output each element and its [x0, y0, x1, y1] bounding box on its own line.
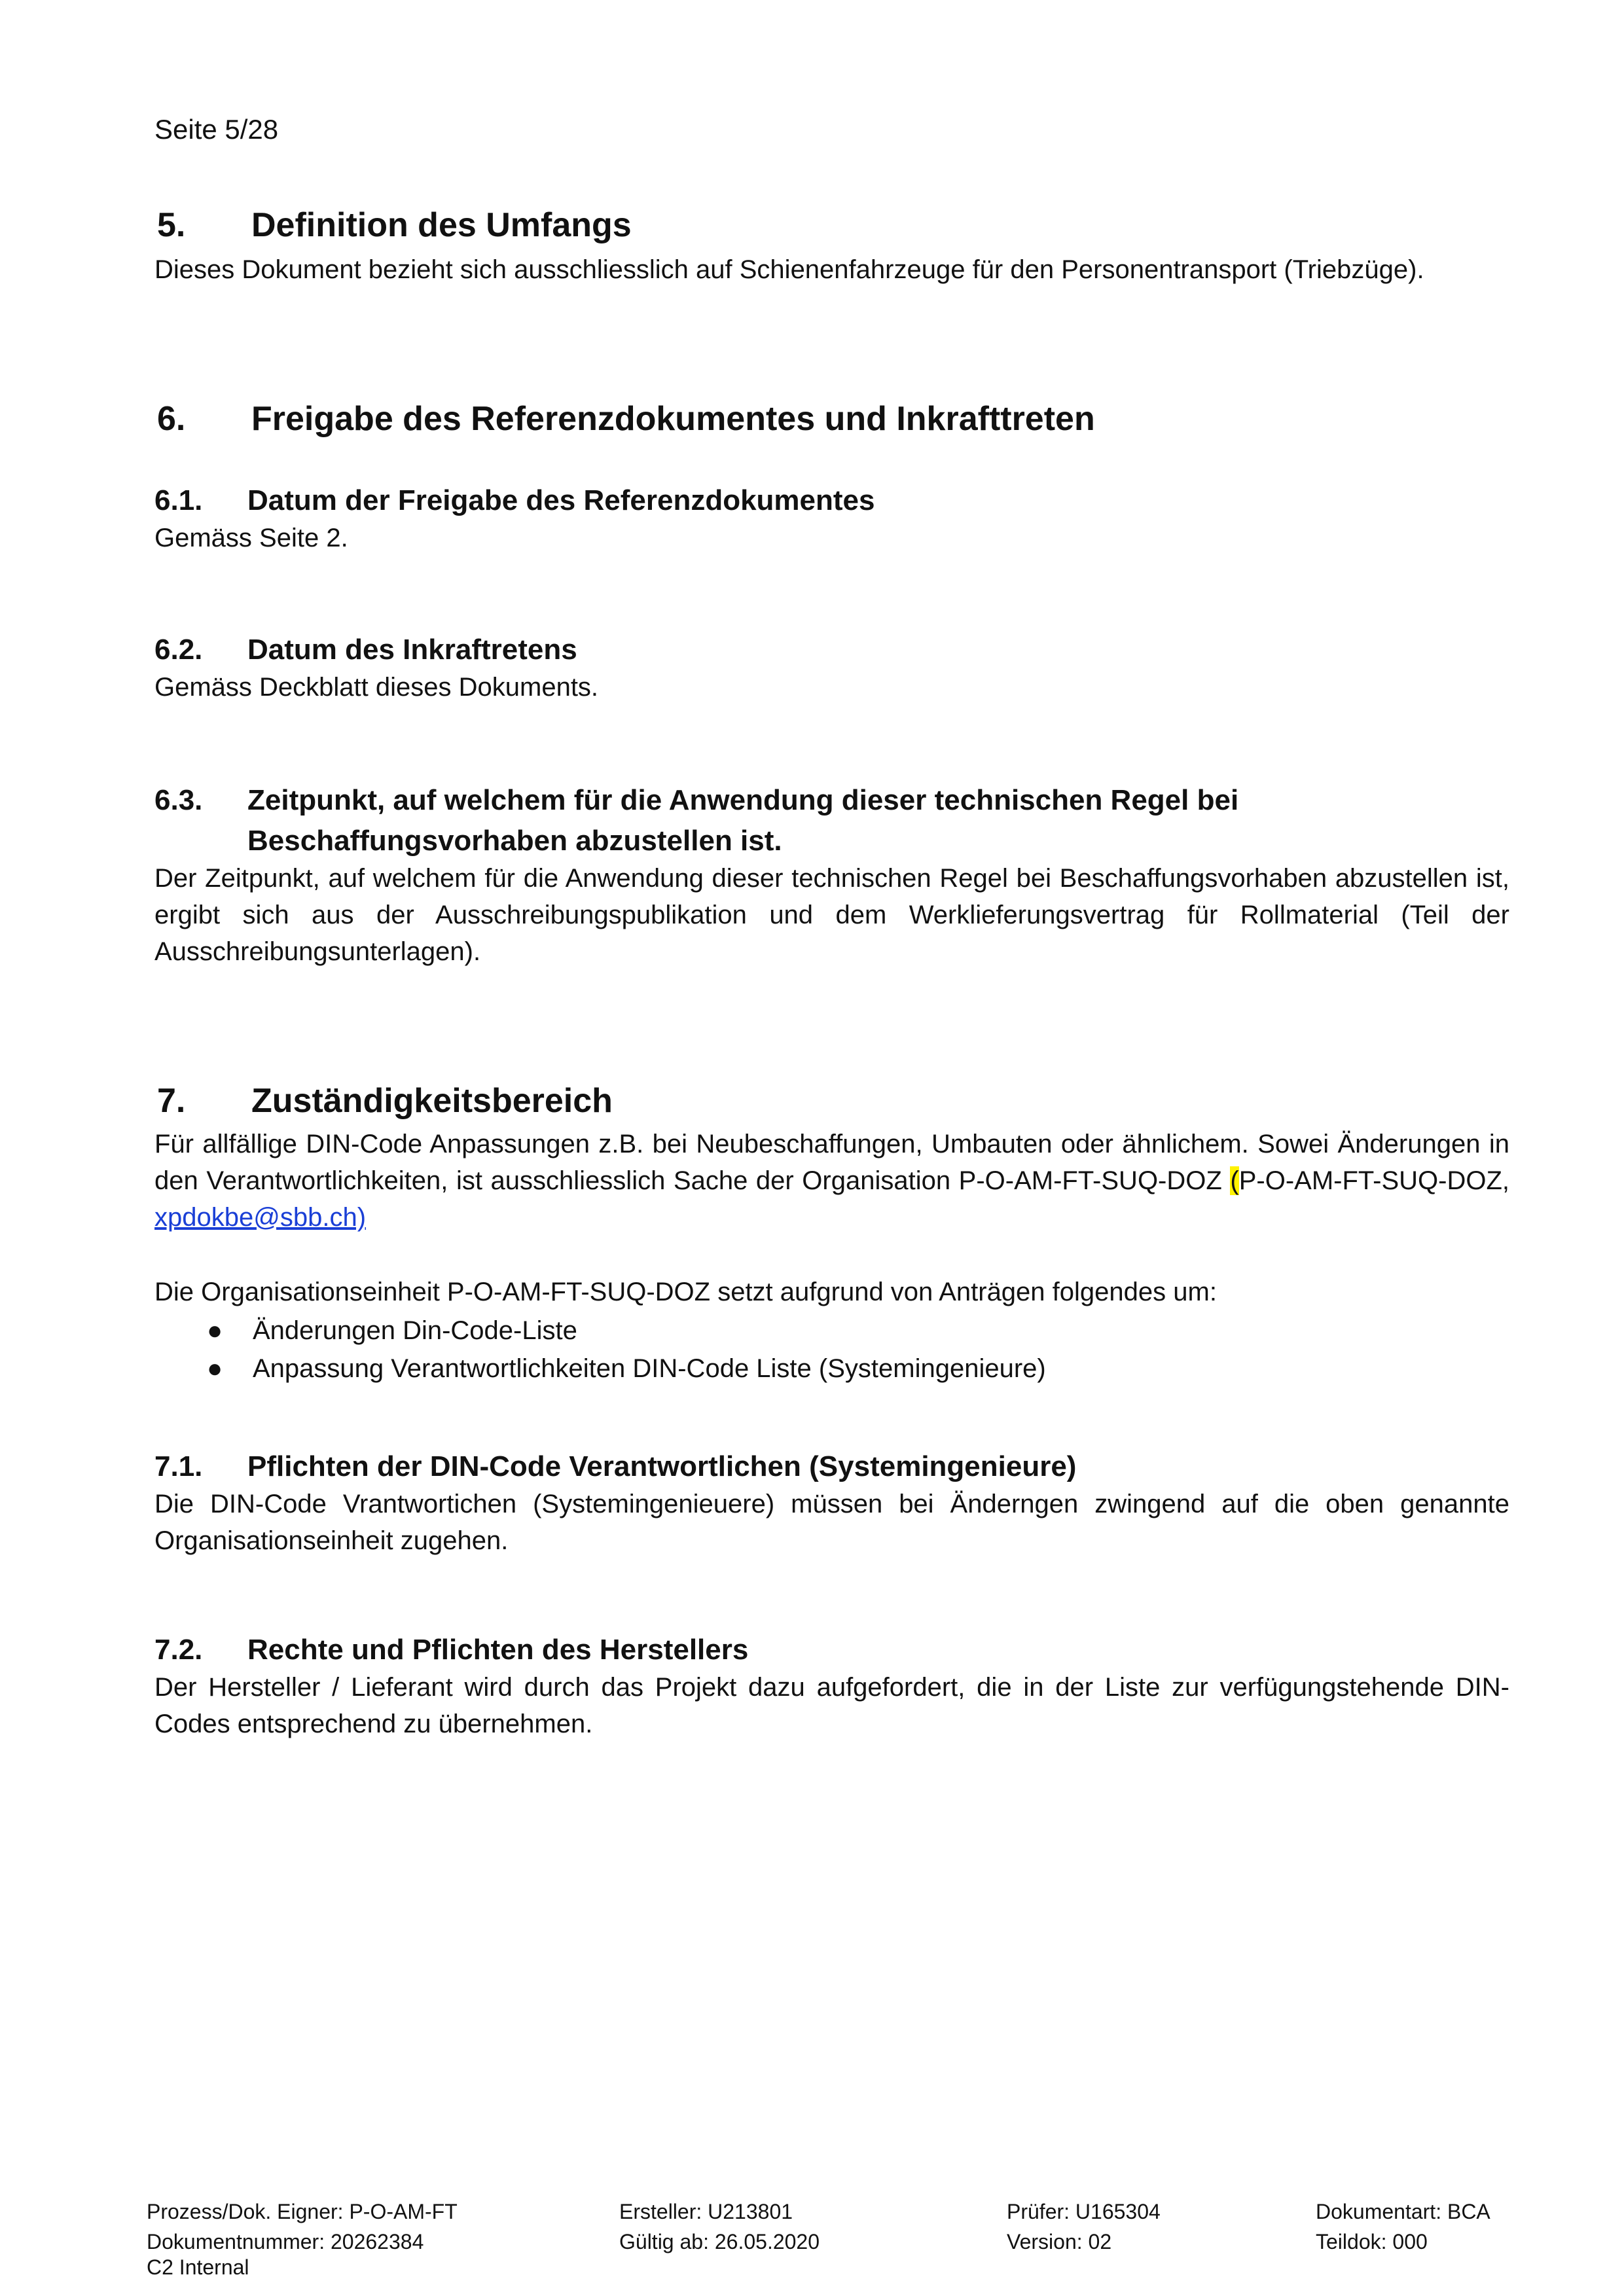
section-number: 7.1. — [154, 1450, 203, 1482]
list-item-text: Anpassung Verantwortlichkeiten DIN-Code Liste (Systemingenieure) — [253, 1354, 1046, 1383]
section-6-2-heading — [154, 630, 1426, 670]
list-item — [154, 1350, 1046, 1388]
section-number: 7.2. — [154, 1634, 203, 1666]
section-7-body — [154, 1126, 1509, 1236]
section-7-2-heading — [154, 1630, 1426, 1670]
section-6-heading — [157, 399, 1095, 439]
section-6-2-body: Gemäss Deckblatt dieses Dokuments. — [154, 673, 599, 702]
section-title: Freigabe des Referenzdokumentes und Inkrafttreten — [251, 400, 1095, 438]
highlight-mark: ( — [1230, 1166, 1239, 1195]
section-number: 5. — [157, 206, 186, 244]
section-7-intro: Die Organisationseinheit P-O-AM-FT-SUQ-DOZ setzt aufgrund von Anträgen folgendes um: — [154, 1278, 1217, 1306]
section-number: 6.3. — [154, 784, 203, 816]
section-title: Datum des Inkraftretens — [247, 634, 577, 666]
section-6-1-body: Gemäss Seite 2. — [154, 524, 348, 552]
footer-version: Version: 02 — [1007, 2230, 1112, 2253]
section-title: Zeitpunkt, auf welchem für die Anwendung dieser technischen Regel bei Beschaffungsvorhaben abzustellen ist. — [247, 784, 1239, 857]
section-7-bullet-list — [154, 1312, 1046, 1388]
section-6-3-body: Der Zeitpunkt, auf welchem für die Anwendung dieser technischen Regel bei Beschaffungsvorhaben abzustellen ist, ergibt sich aus der Ausschreibungspublikation und dem Werklieferungsvertrag für Rollmaterial (Teil der Ausschreibungsunterlagen). — [154, 864, 1509, 966]
section-number: 6. — [157, 400, 186, 438]
section-number: 6.2. — [154, 634, 203, 666]
section-7-text-cont: P-O-AM-FT-SUQ-DOZ, — [1238, 1166, 1509, 1195]
section-title: Rechte und Pflichten des Herstellers — [247, 1634, 749, 1666]
section-title: Datum der Freigabe des Referenzdokumentes — [247, 484, 875, 516]
section-5-heading — [157, 206, 632, 245]
footer-col-reviewer — [1007, 2197, 1161, 2257]
footer-author: Ersteller: U213801 — [619, 2200, 793, 2223]
footer-valid-from: Gültig ab: 26.05.2020 — [619, 2230, 820, 2253]
section-6-1-heading — [154, 480, 1426, 521]
bullet-icon: ● — [207, 1316, 223, 1345]
section-7-2-body: Der Hersteller / Lieferant wird durch das Projekt dazu aufgefordert, die in der Liste zur verfügungstehende DIN-Codes entsprechend zu übernehmen. — [154, 1673, 1509, 1738]
list-item-text: Änderungen Din-Code-Liste — [253, 1316, 577, 1345]
section-title: Pflichten der DIN-Code Verantwortlichen (Systemingenieure) — [247, 1450, 1077, 1482]
section-number: 6.1. — [154, 484, 203, 516]
footer-doc-number: Dokumentnummer: 20262384 — [147, 2230, 424, 2253]
footer-col-owner — [147, 2197, 458, 2278]
footer-part-doc: Teildok: 000 — [1316, 2230, 1428, 2253]
section-7-1-heading — [154, 1446, 1426, 1487]
footer-classification: C2 Internal — [147, 2255, 249, 2279]
footer-col-author — [619, 2197, 820, 2257]
footer-doc-type: Dokumentart: BCA — [1316, 2200, 1490, 2223]
page-number: Seite 5/28 — [154, 114, 279, 145]
section-title: Zuständigkeitsbereich — [251, 1082, 613, 1120]
list-item — [154, 1312, 1046, 1350]
section-number: 7. — [157, 1082, 186, 1120]
section-7-text: Für allfällige DIN-Code Anpassungen z.B. bei Neubeschaffungen, Umbauten oder ähnlichem. Sowei Änderungen in den Verantwortlichkeiten, ist ausschliesslich Sache der Organisation P-O-AM-FT-SUQ-DOZ — [154, 1130, 1509, 1195]
footer-owner: Prozess/Dok. Eigner: P-O-AM-FT — [147, 2200, 458, 2223]
footer-reviewer: Prüfer: U165304 — [1007, 2200, 1161, 2223]
section-6-3-heading — [154, 780, 1426, 861]
section-7-1-body: Die DIN-Code Vrantwortichen (Systemingenieuere) müssen bei Änderngen zwingend auf die oben genannte Organisationseinheit zugehen. — [154, 1490, 1509, 1555]
footer-col-doctype — [1316, 2197, 1490, 2257]
bullet-icon: ● — [207, 1354, 223, 1383]
section-title: Definition des Umfangs — [251, 206, 632, 244]
section-5-body: Dieses Dokument bezieht sich ausschliesslich auf Schienenfahrzeuge für den Personentransport (Triebzüge). — [154, 255, 1424, 284]
email-link[interactable]: xpdokbe@sbb.ch) — [154, 1203, 367, 1232]
section-7-heading — [157, 1081, 613, 1121]
